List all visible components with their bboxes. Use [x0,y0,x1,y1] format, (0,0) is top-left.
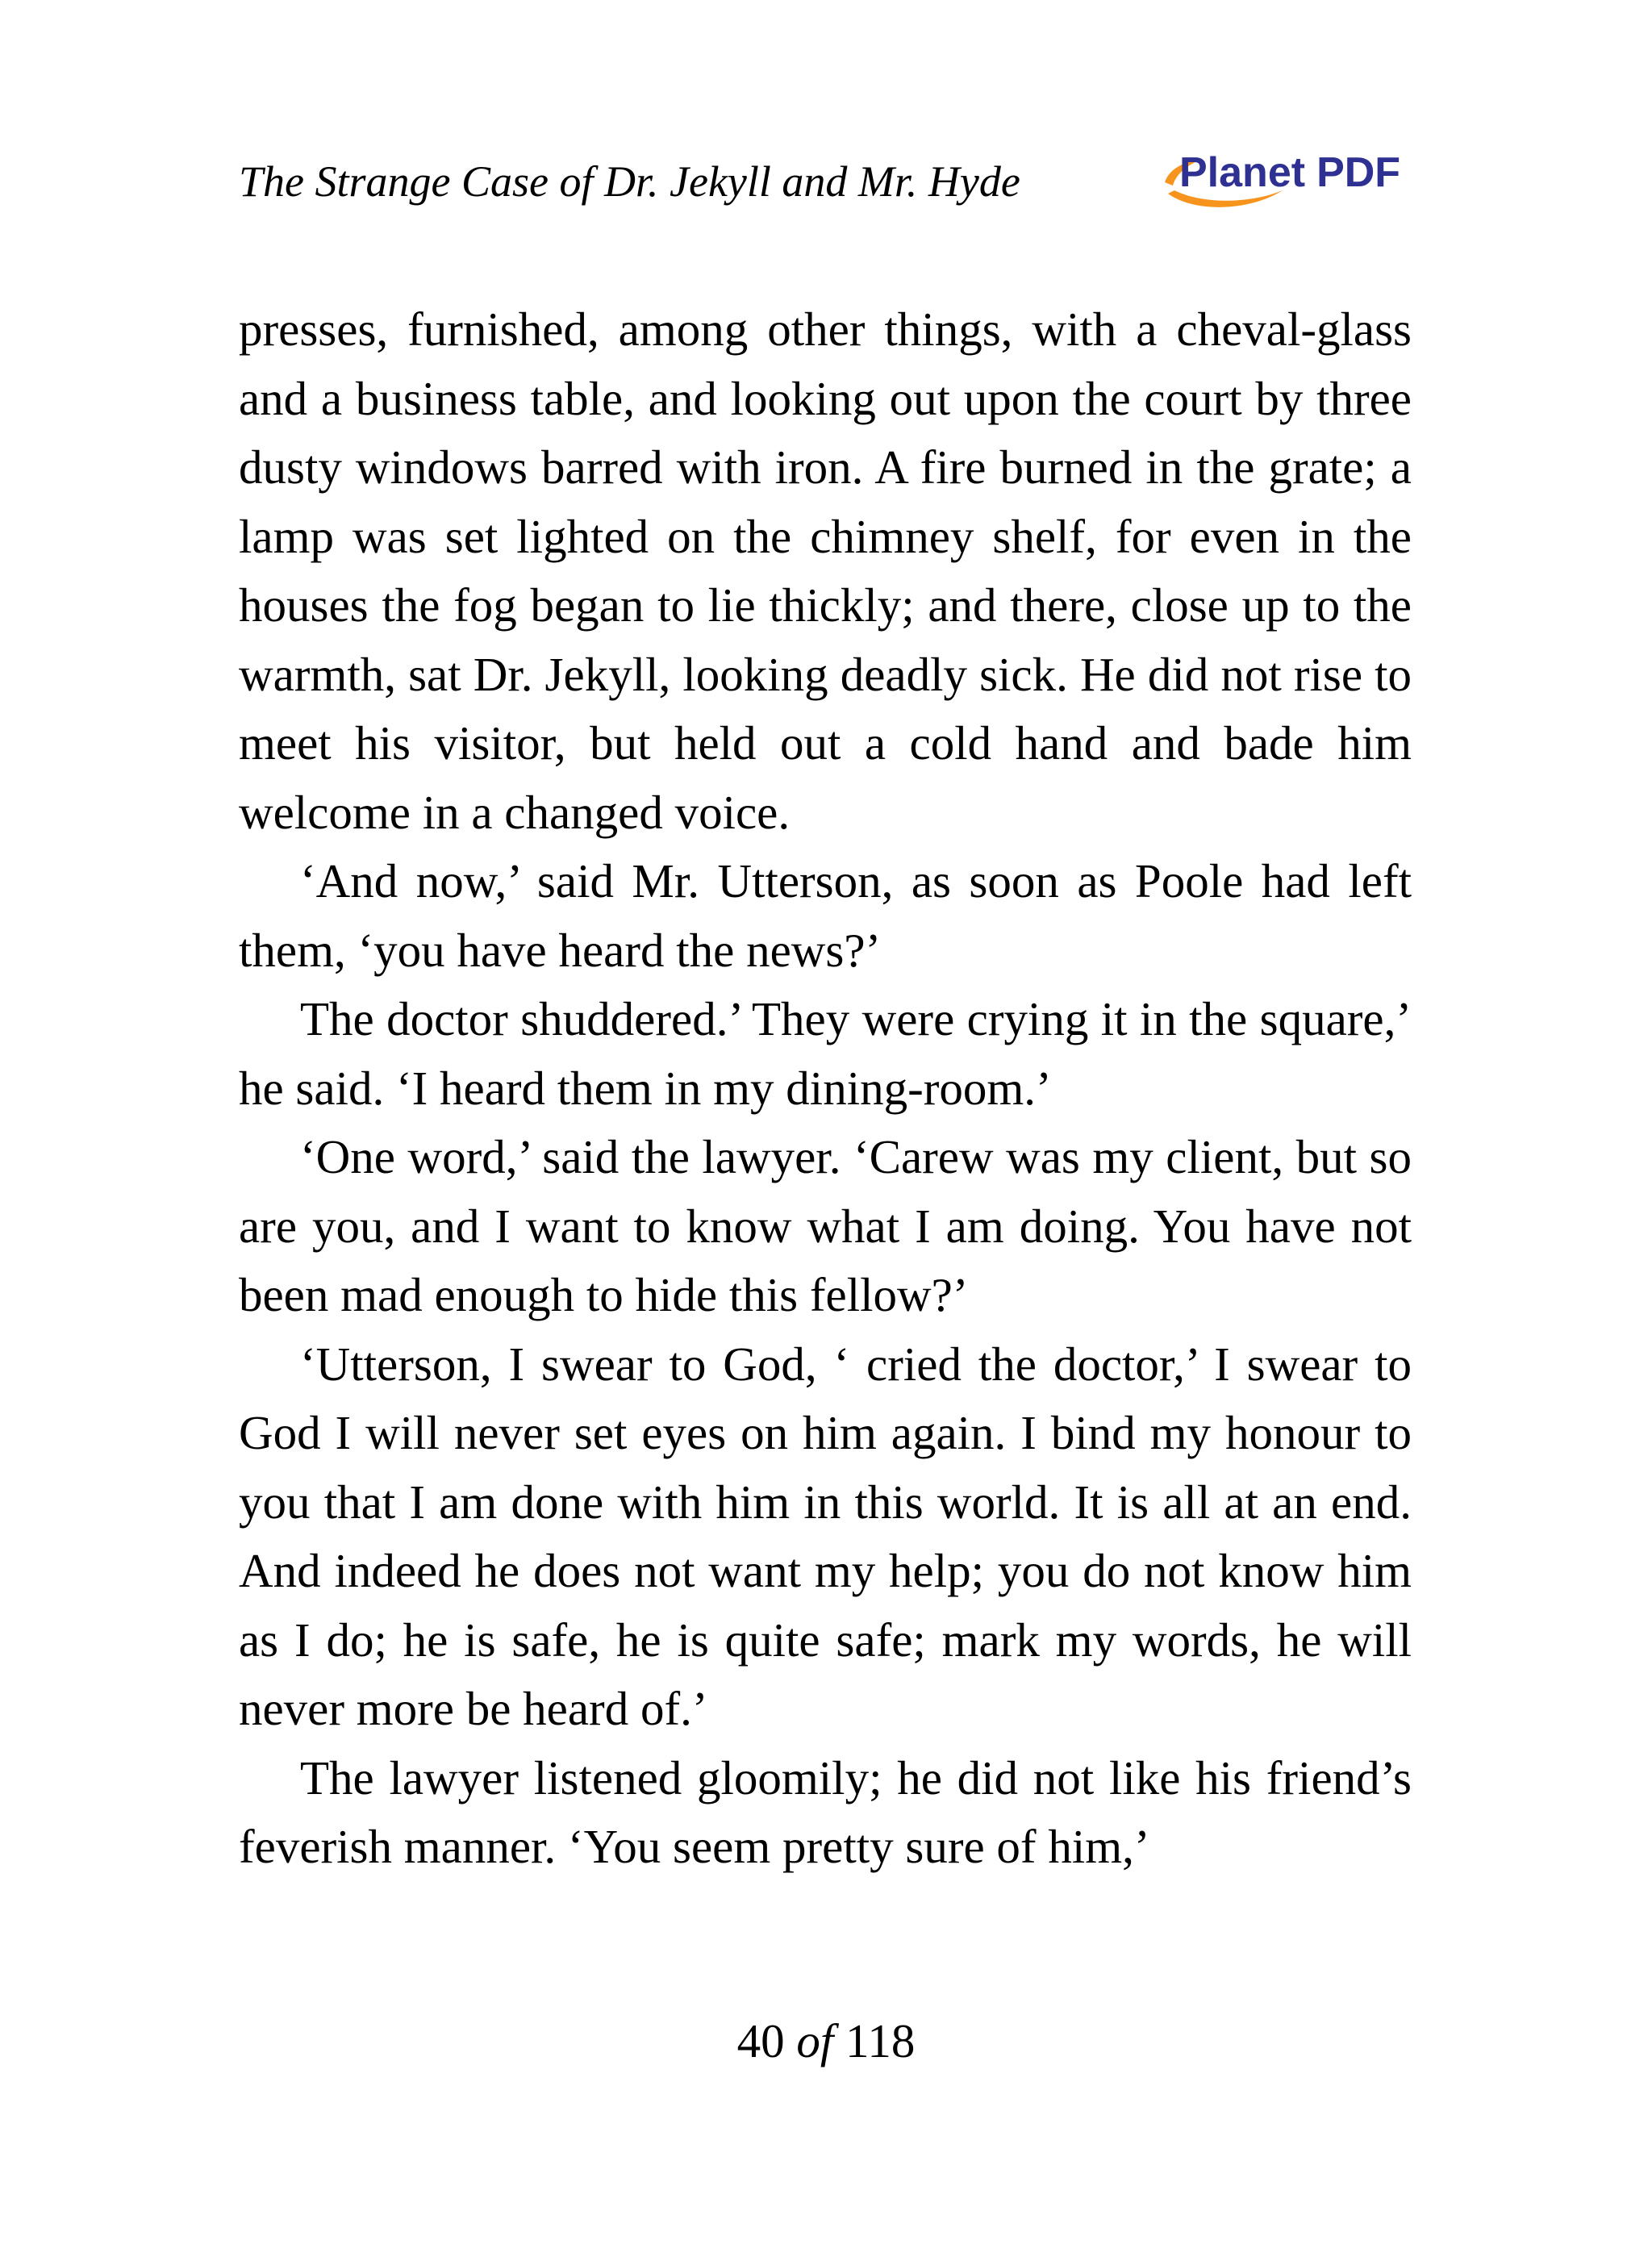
paragraph: ‘One word,’ said the lawyer. ‘Carew was my client, but so are you, and I want to know what I am doing. You have not been mad enough to hide this fellow?’ [239,1130,1412,1321]
total-pages: 118 [845,2014,916,2067]
paragraph: The lawyer listened gloomily; he did not like his friend’s feverish manner. ‘You seem pretty sure of him,’ [239,1750,1412,1873]
page-number [0,2009,1652,2073]
page-header [239,144,1412,216]
body-text [239,295,1412,1882]
logo-word-planet: Planet [1179,149,1306,196]
current-page: 40 [736,2014,785,2067]
paragraph: ‘Utterson, I swear to God, ‘ cried the doctor,’ I swear to God I will never set eyes on him again. I bind my honour to you that I am done with him in this world. It is all at an end. And indeed he does not want my help; you do not know him as I do; he is safe, he is quite safe; mark my words, he will never more be heard of.’ [239,1337,1412,1735]
paragraph: presses, furnished, among other things, with a cheval-glass and a business table, and looking out upon the court by three dusty windows barred with iron. A fire burned in the grate; a lamp was set lighted on the chimney shelf, for even in the houses the fog began to lie thickly; and there, close up to the warmth, sat Dr. Jekyll, looking deadly sick. He did not rise to meet his visitor, but held out a cold hand and bade him welcome in a changed voice. [239,302,1412,839]
paragraph: The doctor shuddered.’ They were crying it in the square,’ he said. ‘I heard them in my dining-room.’ [239,992,1412,1115]
page-of-label: of [796,2014,834,2067]
paragraph: ‘And now,’ said Mr. Utterson, as soon as Poole had left them, ‘you have heard the news?’ [239,854,1412,977]
book-title: The Strange Case of Dr. Jekyll and Mr. Hyde [239,157,1020,206]
planet-pdf-logo [1162,144,1412,211]
logo-word-pdf: PDF [1316,149,1401,196]
